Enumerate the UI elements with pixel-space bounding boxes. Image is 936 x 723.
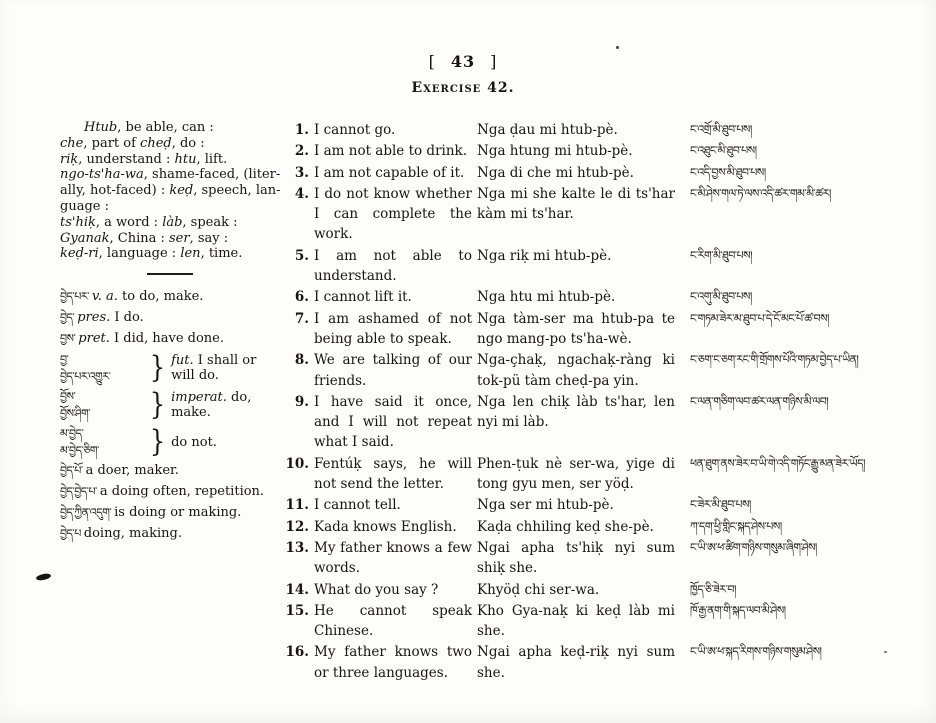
vocab-entry-label (171, 353, 280, 383)
vocab-definition: , time. (200, 246, 243, 262)
vocab-term: ts'hiḳ (60, 214, 96, 230)
sentence-tibetan-script: ང་ཟེར་མི་ཐུབ་པས། (690, 498, 751, 512)
sentence-number: 7. (294, 310, 309, 327)
vocab-term: pret. (78, 331, 110, 347)
sentence-number: 11. (285, 497, 309, 514)
sentence-romanized-tibetan: Nga tàm-ser ma htub-pa te ngo mang-po ts'ha-wè. (477, 310, 675, 347)
sentence-romanized-tibetan: Ngai apha ts'hiḳ nyi sum shiḳ she. (477, 539, 675, 577)
vocab-term: Htub (84, 120, 118, 135)
sentence-romanized-tibetan: Nga riḳ mi htub-pè. (477, 247, 612, 264)
vocab-term: imperat. (171, 390, 227, 406)
vocab-definition: is doing or making. (114, 505, 242, 521)
vocab-definition: to do, make. (117, 289, 204, 305)
vocab-entry-line (60, 136, 280, 152)
sentence-number: 3. (294, 164, 309, 181)
ink-speck (36, 573, 52, 582)
sentence-tibetan-script: ཁོ་རྒྱ་ནག་གི་སྐད་ལབ་མི་ཤེས། (690, 603, 786, 617)
sentence-romanized-tibetan: Nga htung mi htub-pè. (477, 143, 633, 160)
tibetan-forms (60, 425, 146, 459)
vocab-entry-line (60, 483, 280, 500)
sentence-romanized-tibetan: Kho Gya-naḳ ki keḍ làb mi she. (477, 602, 675, 640)
sentence-english: We are talking of our friends. (314, 352, 472, 389)
sentence-number: 15. (285, 602, 309, 619)
sentence-english: I am not able to understand. (314, 247, 472, 285)
vocab-definition: , speech, lan- (193, 183, 281, 199)
vocab-term: pres. (77, 310, 111, 326)
vocab-definition: , shame-faced, (liter- (143, 167, 281, 183)
vocab-term: ser (169, 230, 190, 246)
vocab-block-roman (60, 120, 280, 262)
sentence-tibetan-script: ཀ་དག་ཕྱི་གླིང་སྐད་ཤེས་པས། (690, 519, 782, 533)
vocab-entry-line (60, 152, 280, 168)
page-number-value: 43 (450, 52, 476, 71)
sentence-tibetan-script: ང་འདི་བྱས་མི་ཐུབ་པས། (690, 165, 766, 179)
tibetan-script-text: བྱེད་བྱེད་པ་ (60, 485, 100, 499)
vocab-entry-line (60, 120, 280, 136)
sentence-tibetan-script: ཕན་ཐུག་ནས་ཟེར་བ་ཡི་གེ་འདི་གཏོང་རྒྱུ་མན་ཟེར་ཡོད། (690, 456, 865, 470)
vocab-definition: , say : (189, 230, 229, 246)
sentence-tibetan-script: ང་མི་ཤེས་གལ་ཏེ་ལས་འདི་ཚར་གམ་མི་ཚར། (690, 186, 831, 200)
vocab-term: Gyanak (60, 230, 110, 246)
sentence-number: 10. (285, 455, 309, 472)
vocab-entry-line (60, 246, 280, 262)
tibetan-forms (60, 388, 146, 422)
sentence-number: 13. (285, 539, 309, 556)
tibetan-script-text: བྱས་ (60, 332, 79, 346)
tibetan-script-text: བྱོས་ (60, 390, 76, 404)
vocab-entry-line (60, 215, 280, 231)
vocab-braced-entry (60, 425, 280, 459)
sentence-number: 4. (294, 185, 309, 202)
vocab-definition: , be able, can : (117, 120, 214, 135)
sentence-tibetan-script: ང་ཅག་ང་ཅག་རང་གི་གྲོགས་པོའི་གཏམ་བྱེད་པ་ཡིན། (690, 353, 859, 367)
sentence-number: 16. (285, 644, 309, 661)
sentence-tibetan-script: ང་འགུ་མི་ཐུབ་པས། (690, 290, 752, 304)
sentence-tibetan-script: ང་རིག་མི་ཐུབ་པས། (690, 248, 753, 262)
tibetan-script-text: བྱེད་ (60, 311, 78, 325)
tibetan-script-text: བྱེད་ཀྱིན་འདུག་ (60, 506, 115, 520)
sentence-row (283, 454, 931, 495)
tibetan-script-text: མ་བྱེད་ཅིག་ (60, 444, 99, 458)
vocab-definition: I did, have done. (109, 331, 224, 347)
sentence-english: I have said it once, and I will not repeat what I said. (314, 393, 472, 451)
ink-speck (616, 46, 619, 49)
sentence-romanized-tibetan: Nga htu mi htub-pè. (477, 289, 616, 306)
sentence-number: 6. (294, 289, 309, 306)
vocab-definition: , a word : (95, 214, 163, 230)
sentence-english: Kada knows English. (314, 518, 457, 535)
vocab-block-grammar (60, 288, 280, 542)
sentence-row (283, 538, 931, 579)
sentence-row (283, 163, 931, 183)
sentence-row (283, 601, 931, 642)
tibetan-script-text: བྱེད་པོ་ (60, 464, 86, 478)
vocab-term: che (60, 135, 84, 151)
exercise-title: Exercise 42. (411, 80, 515, 96)
sentence-romanized-tibetan: Nga mi she kalte le di ts'har kàm mi ts'har. (477, 185, 675, 223)
sentence-english: I cannot go. (314, 122, 396, 138)
sentence-row (283, 580, 931, 600)
sentence-row (283, 392, 931, 453)
page-header (0, 52, 936, 96)
tibetan-script-text: བྱེད་པར་ (60, 290, 92, 304)
sentence-row (283, 495, 931, 515)
sentence-number: 2. (294, 143, 309, 160)
sentence-row (283, 287, 931, 307)
sentence-row (283, 309, 931, 350)
sentence-row (283, 120, 931, 140)
ink-speck (884, 651, 887, 653)
vocab-definition: , language : (98, 246, 181, 262)
sentence-number: 9. (294, 393, 309, 410)
tibetan-script-text: མ་བྱེད་ (60, 427, 84, 441)
sentence-tibetan-script: ང་ཡི་ཨ་ཕ་ཚིག་གཉིས་གསུམ་ཞིག་ཤེས། (690, 540, 817, 554)
page-number-bracket-left: [ (428, 52, 436, 71)
vocab-definition: a doer, maker. (85, 463, 179, 479)
sentence-romanized-tibetan: Kaḍa chhiling keḍ she-pè. (477, 518, 654, 535)
vocab-definition: a doing often, repetition. (99, 484, 265, 500)
vocab-definition: do, make. (171, 390, 252, 421)
vocab-definition: guage : (60, 198, 109, 214)
vocab-entry-line (60, 231, 280, 247)
sentence-number: 12. (285, 518, 309, 535)
vocab-term: ngo-ts'ha-wa (60, 167, 144, 183)
vocab-entry-line (60, 462, 280, 479)
curly-brace: } (149, 350, 166, 386)
sentence-row (283, 246, 931, 287)
sentence-english: I cannot lift it. (314, 289, 412, 306)
vocab-term: làb (162, 214, 183, 230)
sentence-english: I am ashamed of not being able to speak. (314, 310, 472, 347)
sentence-english: He cannot speak Chinese. (314, 602, 472, 640)
vocab-definition: I do. (110, 310, 144, 326)
sentence-romanized-tibetan: Phen-ṭuk nè ser-wa, yige di tong gyu men, ser yöḍ. (477, 455, 675, 493)
vocab-term: v. a. (91, 289, 118, 305)
vocab-entry-label (171, 390, 280, 420)
sentence-row (283, 141, 931, 161)
exercise-sentence-table (283, 120, 931, 684)
vocab-definition: ally, hot-faced) : (60, 183, 170, 199)
sentence-english: I am not capable of it. (314, 164, 465, 181)
sentence-tibetan-script: ང་གཏམ་ཟེར་མ་ཐུབ་པ་དེ་ངོ་མང་པོ་ཚ་བས། (690, 311, 829, 325)
vocab-definition: , understand : (78, 151, 175, 167)
vocab-definition: , do : (171, 135, 205, 151)
sentence-tibetan-script: ང་ཡི་ཨ་ཕ་སྐད་རིགས་གཉིས་གསུམ་ཤེས། (690, 645, 822, 659)
section-divider-rule (147, 273, 193, 275)
curly-brace: } (149, 387, 166, 423)
sentence-romanized-tibetan: Nga len chiḳ làb ts'har, len nyi mi làb. (477, 393, 675, 431)
sentence-number: 8. (294, 352, 309, 369)
vocab-entry-line (60, 504, 280, 521)
sentence-english: I am not able to drink. (314, 143, 468, 160)
sentence-romanized-tibetan: Khyöḍ chi ser-wa. (477, 581, 600, 598)
sentence-row (283, 184, 931, 245)
sentence-number: 14. (285, 581, 309, 598)
page-number-bracket-right: ] (490, 52, 498, 71)
sentence-english: My father knows two or three languages. (314, 644, 472, 681)
sentence-row (283, 350, 931, 391)
tibetan-script-text: བྱེད་པ (60, 527, 84, 541)
vocab-entry-label (171, 435, 217, 450)
sentence-row (283, 517, 931, 537)
vocab-definition: , lift. (196, 151, 228, 167)
vocab-definition: do not. (171, 434, 217, 450)
vocab-term: fut. (171, 353, 194, 369)
curly-brace: } (149, 424, 166, 460)
vocabulary-column (60, 120, 280, 546)
sentence-romanized-tibetan: Nga-çhaḳ, ngachaḳ-ràng ki tok-pü tàm cheḍ-pa yin. (477, 352, 675, 389)
vocab-entry-line (60, 167, 280, 183)
sentence-romanized-tibetan: Ngai apha keḍ-riḳ nyi sum she. (477, 644, 675, 681)
tibetan-script-text: བྱ་ (60, 353, 69, 367)
vocab-term: htu (174, 151, 197, 167)
sentence-tibetan-script: ང་འགྲོ་མི་ཐུབ་པས། (690, 123, 752, 136)
sentence-english: Fentúḳ says, he will not send the letter. (314, 455, 472, 493)
sentence-tibetan-script: ང་འཐུང་མི་ཐུབ་པས། (690, 144, 757, 158)
vocab-definition: I shall or will do. (171, 353, 257, 384)
vocab-entry-line (60, 309, 280, 326)
vocab-braced-entry (60, 351, 280, 385)
tibetan-forms (60, 351, 146, 385)
sentence-english: What do you say ? (314, 581, 439, 598)
vocab-entry-line (60, 330, 280, 347)
vocab-definition: , part of (83, 135, 141, 151)
tibetan-script-text: བྱོས་ཤིག་ (60, 407, 91, 421)
sentence-english: My father knows a few words. (314, 539, 472, 577)
tibetan-script-text: བྱེད་པར་འགྱུར་ (60, 370, 111, 384)
vocab-braced-entry (60, 388, 280, 422)
page-number (0, 52, 926, 71)
vocab-definition: , China : (109, 230, 169, 246)
sentence-romanized-tibetan: Nga ser mi htub-pè. (477, 497, 614, 514)
vocab-term: cheḍ (140, 135, 172, 151)
vocab-entry-line (60, 288, 280, 305)
vocab-definition: doing, making. (83, 526, 182, 542)
vocab-term: keḍ (169, 183, 194, 199)
sentence-romanized-tibetan: Nga ḍau mi htub-pè. (477, 122, 618, 138)
vocab-term: keḍ-ri (60, 246, 99, 262)
sentence-row (283, 642, 931, 683)
sentence-tibetan-script: ང་ལན་གཅིག་ལབ་ཚར་ལན་གཉིས་མི་ལབ། (690, 394, 829, 408)
vocab-entry-line (60, 183, 280, 199)
vocab-entry-line (60, 525, 280, 542)
sentence-english: I cannot tell. (314, 497, 401, 514)
vocab-term: riḳ (60, 151, 79, 167)
sentence-tibetan-script: ཁྱོད་ཅི་ཟེར་བ། (690, 582, 736, 596)
sentence-romanized-tibetan: Nga di che mi htub-pè. (477, 164, 634, 181)
sentence-number: 1. (294, 122, 309, 138)
sentence-number: 5. (294, 247, 309, 264)
vocab-definition: , speak : (182, 214, 238, 230)
vocab-entry-line (60, 199, 280, 215)
vocab-term: len (180, 246, 201, 262)
sentence-english: I do not know whether I can complete the work. (314, 185, 472, 243)
